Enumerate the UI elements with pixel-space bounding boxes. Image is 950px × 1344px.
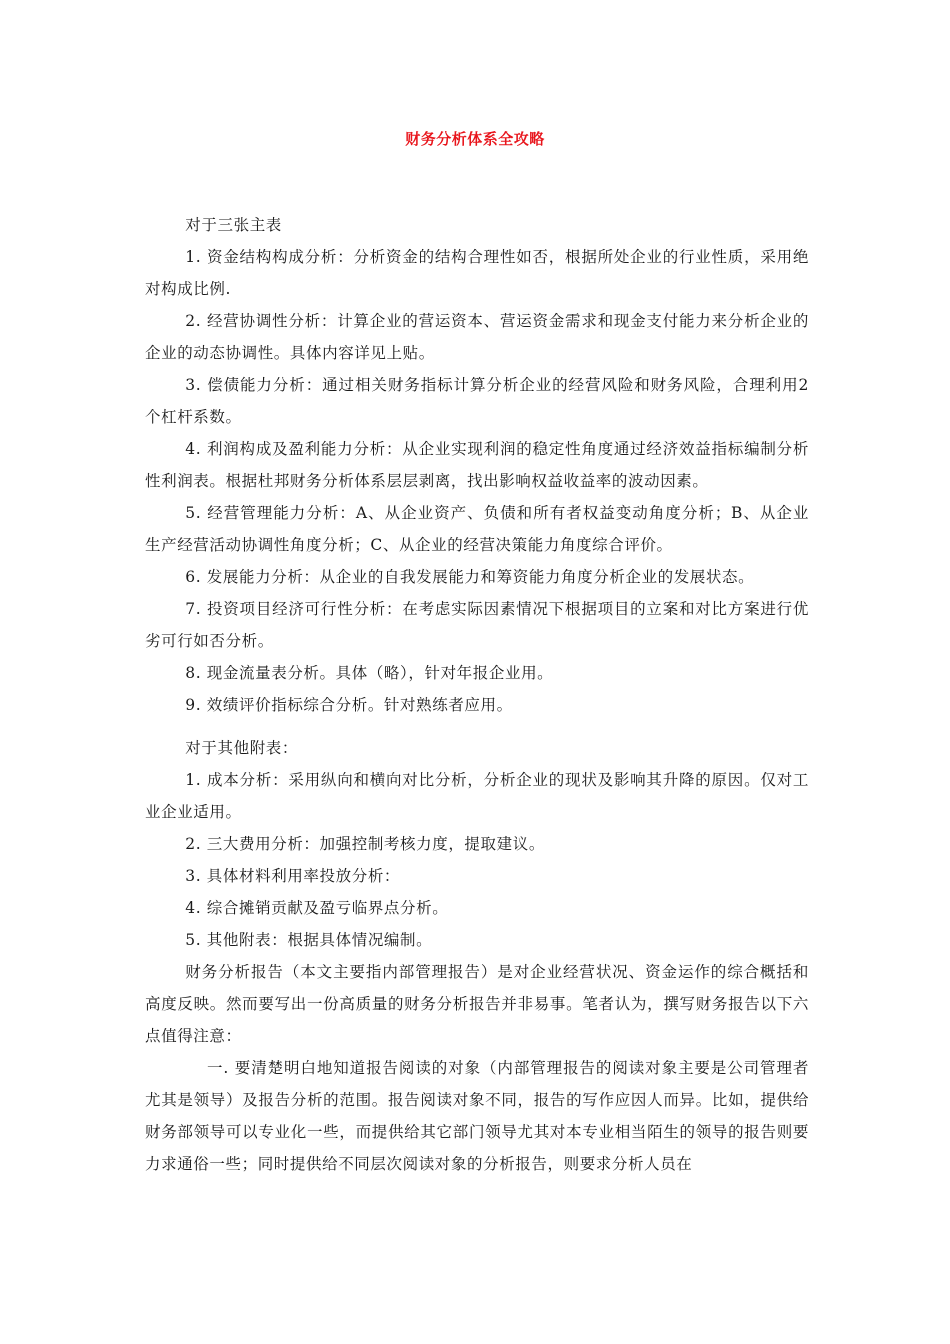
paragraph: 2. 经营协调性分析：计算企业的营运资本、营运资金需求和现金支付能力来分析企业的企业的动态协调性。具体内容详见上贴。 <box>145 312 809 362</box>
paragraph: 3. 具体材料利用率投放分析： <box>185 867 401 885</box>
paragraph: 4. 综合摊销贡献及盈亏临界点分析。 <box>185 899 449 917</box>
paragraph: 1. 资金结构构成分析：分析资金的结构合理性如否，根据所处企业的行业性质，采用绝对构成比例. <box>145 248 809 298</box>
paragraph: 1. 成本分析：采用纵向和横向对比分析，分析企业的现状及影响其升降的原因。仅对工业企业适用。 <box>145 771 809 821</box>
paragraph: 8. 现金流量表分析。具体（略），针对年报企业用。 <box>185 664 554 682</box>
section-heading-main-tables: 对于三张主表 <box>185 216 282 234</box>
paragraph: 5. 经营管理能力分析：A、从企业资产、负债和所有者权益变动角度分析；B、从企业生产经营活动协调性角度分析；C、从企业的经营决策能力角度综合评价。 <box>145 504 809 554</box>
paragraph: 2. 三大费用分析：加强控制考核力度，提取建议。 <box>185 835 545 853</box>
paragraph: 3. 偿债能力分析：通过相关财务指标计算分析企业的经营风险和财务风险，合理利用2个杠杆系数。 <box>145 376 809 426</box>
paragraph: 6. 发展能力分析：从企业的自我发展能力和筹资能力角度分析企业的发展状态。 <box>185 568 755 586</box>
section-heading-other-tables: 对于其他附表： <box>185 739 298 757</box>
document-body <box>145 209 809 1180</box>
paragraph: 7. 投资项目经济可行性分析：在考虑实际因素情况下根据项目的立案和对比方案进行优劣可行如否分析。 <box>145 600 809 650</box>
document-title: 财务分析体系全攻略 <box>405 130 545 148</box>
paragraph: 5. 其他附表：根据具体情况编制。 <box>185 931 433 949</box>
paragraph: 一. 要清楚明白地知道报告阅读的对象（内部管理报告的阅读对象主要是公司管理者尤其是领导）及报告分析的范围。报告阅读对象不同，报告的写作应因人而异。比如，提供给财务部领导可以专业化一些，而提供给其它部门领导尤其对本专业相当陌生的领导的报告则要力求通俗一些；同时提供给不同层次阅读对象的分析报告，则要求分析人员在 <box>145 1059 809 1173</box>
paragraph: 4. 利润构成及盈利能力分析：从企业实现利润的稳定性角度通过经济效益指标编制分析性利润表。根据杜邦财务分析体系层层剥离，找出影响权益收益率的波动因素。 <box>145 440 809 490</box>
paragraph: 财务分析报告（本文主要指内部管理报告）是对企业经营状况、资金运作的综合概括和高度反映。然而要写出一份高质量的财务分析报告并非易事。笔者认为，撰写财务报告以下六点值得注意： <box>145 963 809 1045</box>
paragraph: 9. 效绩评价指标综合分析。针对熟练者应用。 <box>185 696 513 714</box>
